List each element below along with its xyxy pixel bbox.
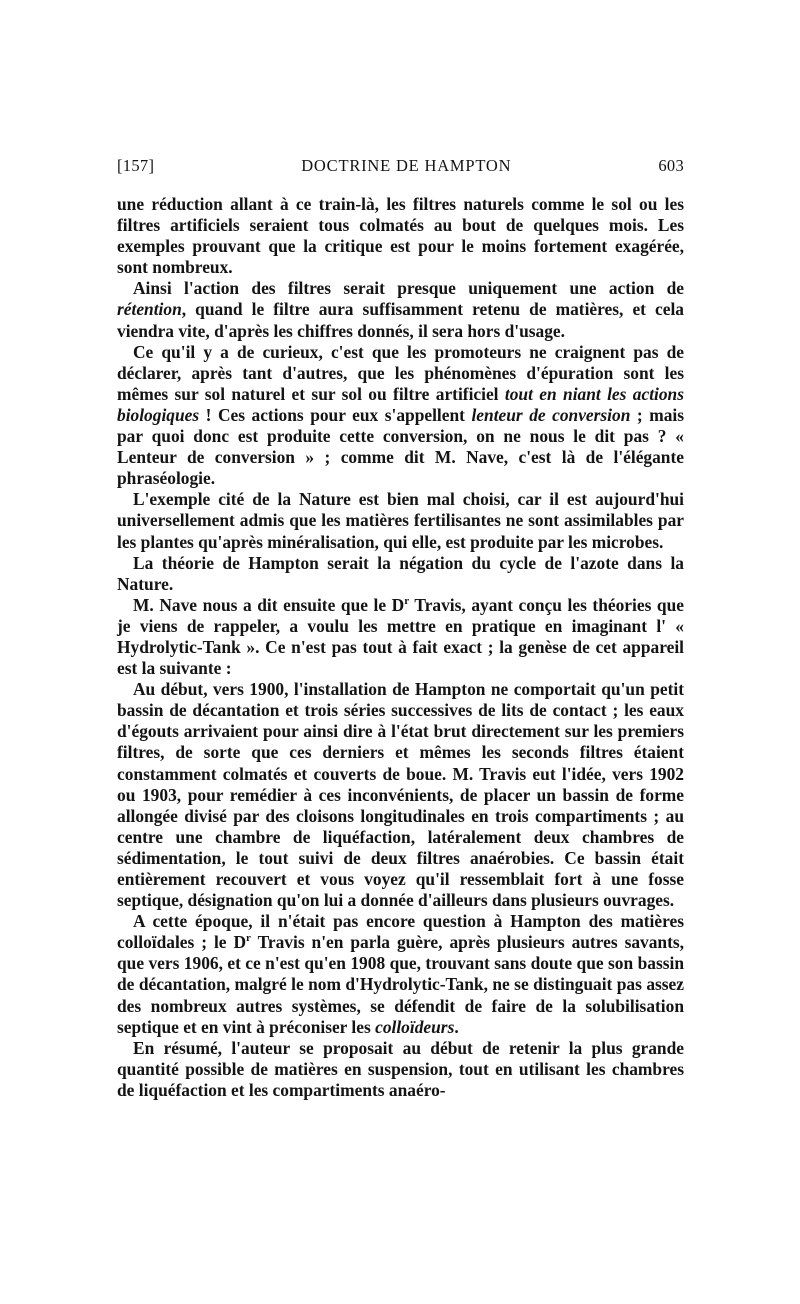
paragraph-text: L'exemple cité de la Nature est bien mal choisi, car il est aujourd'hui universellement admis que les matières fertilisantes ne sont assimilables par les plantes qu'après minéralisation, qui elle, est produite par les microbes. — [117, 489, 684, 552]
paragraph-7 — [117, 679, 684, 911]
paragraph-9 — [117, 1038, 684, 1101]
paragraph-1 — [117, 194, 684, 278]
paragraph-6 — [117, 595, 684, 679]
paragraph-4 — [117, 489, 684, 552]
paragraph-text: Travis, ayant conçu les théories que je viens de rappeler, a voulu les mettre en pratique en imaginant l' « Hydrolytic-Tank ». Ce n'est pas tout à fait exact ; la genèse de cet appareil est la suivante : — [117, 594, 684, 679]
emphasis-text: tout en niant les actions biologiques — [117, 383, 684, 425]
paragraph-text: ! Ces actions pour eux s'appellent — [199, 404, 472, 425]
paragraph-text: La théorie de Hampton serait la négation du cycle de l'azote dans la Nature. — [117, 552, 684, 594]
running-header — [117, 156, 684, 182]
paragraph-text: ; mais par quoi donc est produite cette conversion, on ne nous le dit pas ? « Lenteur de conversion » ; comme dit M. Nave, c'est là de l'élégante phraséologie. — [117, 404, 684, 489]
paragraph-text: M. Nave nous a dit ensuite que le D — [133, 594, 405, 615]
paragraph-text: Au début, vers 1900, l'installation de Hampton ne comportait qu'un petit bassin de décantation et trois séries successives de lits de contact ; les eaux d'égouts arrivaient pour ainsi dire à l'état brut directement sur les premiers filtres, de sorte que ces derniers et mêmes les seconds filtres étaient constamment colmatés et couverts de boue. M. Travis eut l'idée, vers 1902 ou 1903, pour remédier à ces inconvénients, de placer un bassin de forme allongée divisé par des cloisons longitudinales en trois compartiments ; au centre une chambre de liquéfaction, latéralement deux chambres de sédimentation, le tout suivi de deux filtres anaérobies. Ce bassin était entièrement recouvert et vous voyez qu'il ressemblait fort à une fosse septique, désignation qu'on lui a donnée d'ailleurs dans plusieurs ouvrages. — [117, 679, 684, 911]
paragraph-5 — [117, 553, 684, 595]
paragraph-8 — [117, 911, 684, 1038]
paragraph-text: Ce qu'il y a de curieux, c'est que les promoteurs ne craignent pas de déclarer, après tant d'autres, que les phénomènes d'épuration sont les mêmes sur sol naturel et sur sol ou filtre artificiel — [117, 341, 684, 404]
section-number: [157] — [117, 156, 155, 175]
emphasis-text: colloïdeurs — [375, 1016, 455, 1037]
paragraph-text: A cette époque, il n'était pas encore question à Hampton des matières colloïdales ; le D — [117, 911, 684, 953]
book-page — [117, 156, 684, 1101]
paragraph-text: Ainsi l'action des filtres serait presque uniquement une action de — [133, 278, 684, 299]
paragraph-text: une réduction allant à ce train-là, les filtres naturels comme le sol ou les filtres artificiels seraient tous colmatés au bout de quelques mois. Les exemples prouvant que la critique est pour le moins fortement exagérée, sont nombreux. — [117, 194, 684, 278]
running-title: DOCTRINE DE HAMPTON — [301, 156, 512, 175]
paragraph-text: , quand le filtre aura suffisamment retenu de matières, et cela viendra vite, d'après les chiffres donnés, il sera hors d'usage. — [117, 299, 684, 341]
paragraph-3 — [117, 342, 684, 490]
paragraph-2 — [117, 278, 684, 341]
paragraph-text: Travis n'en parla guère, après plusieurs autres savants, que vers 1906, et ce n'est qu'en 1908 que, trouvant sans doute que son bassin de décantation, malgré le nom d'Hydrolytic-Tank, ne se distinguait pas assez des nombreux autres systèmes, se défendit de faire de la solubilisation septique et en vint à préconiser les — [117, 932, 684, 1037]
superscript-text: r — [246, 932, 251, 945]
page-number: 603 — [658, 156, 684, 175]
emphasis-text: lenteur de conversion — [471, 404, 631, 425]
superscript-text: r — [404, 594, 410, 607]
paragraph-text: En résumé, l'auteur se proposait au début de retenir la plus grande quantité possible de matières en suspension, tout en utilisant les chambres de liquéfaction et les compartiments anaéro- — [117, 1037, 684, 1100]
emphasis-text: rétention — [117, 299, 182, 320]
paragraph-text: . — [454, 1016, 459, 1037]
body-text — [117, 194, 684, 1101]
